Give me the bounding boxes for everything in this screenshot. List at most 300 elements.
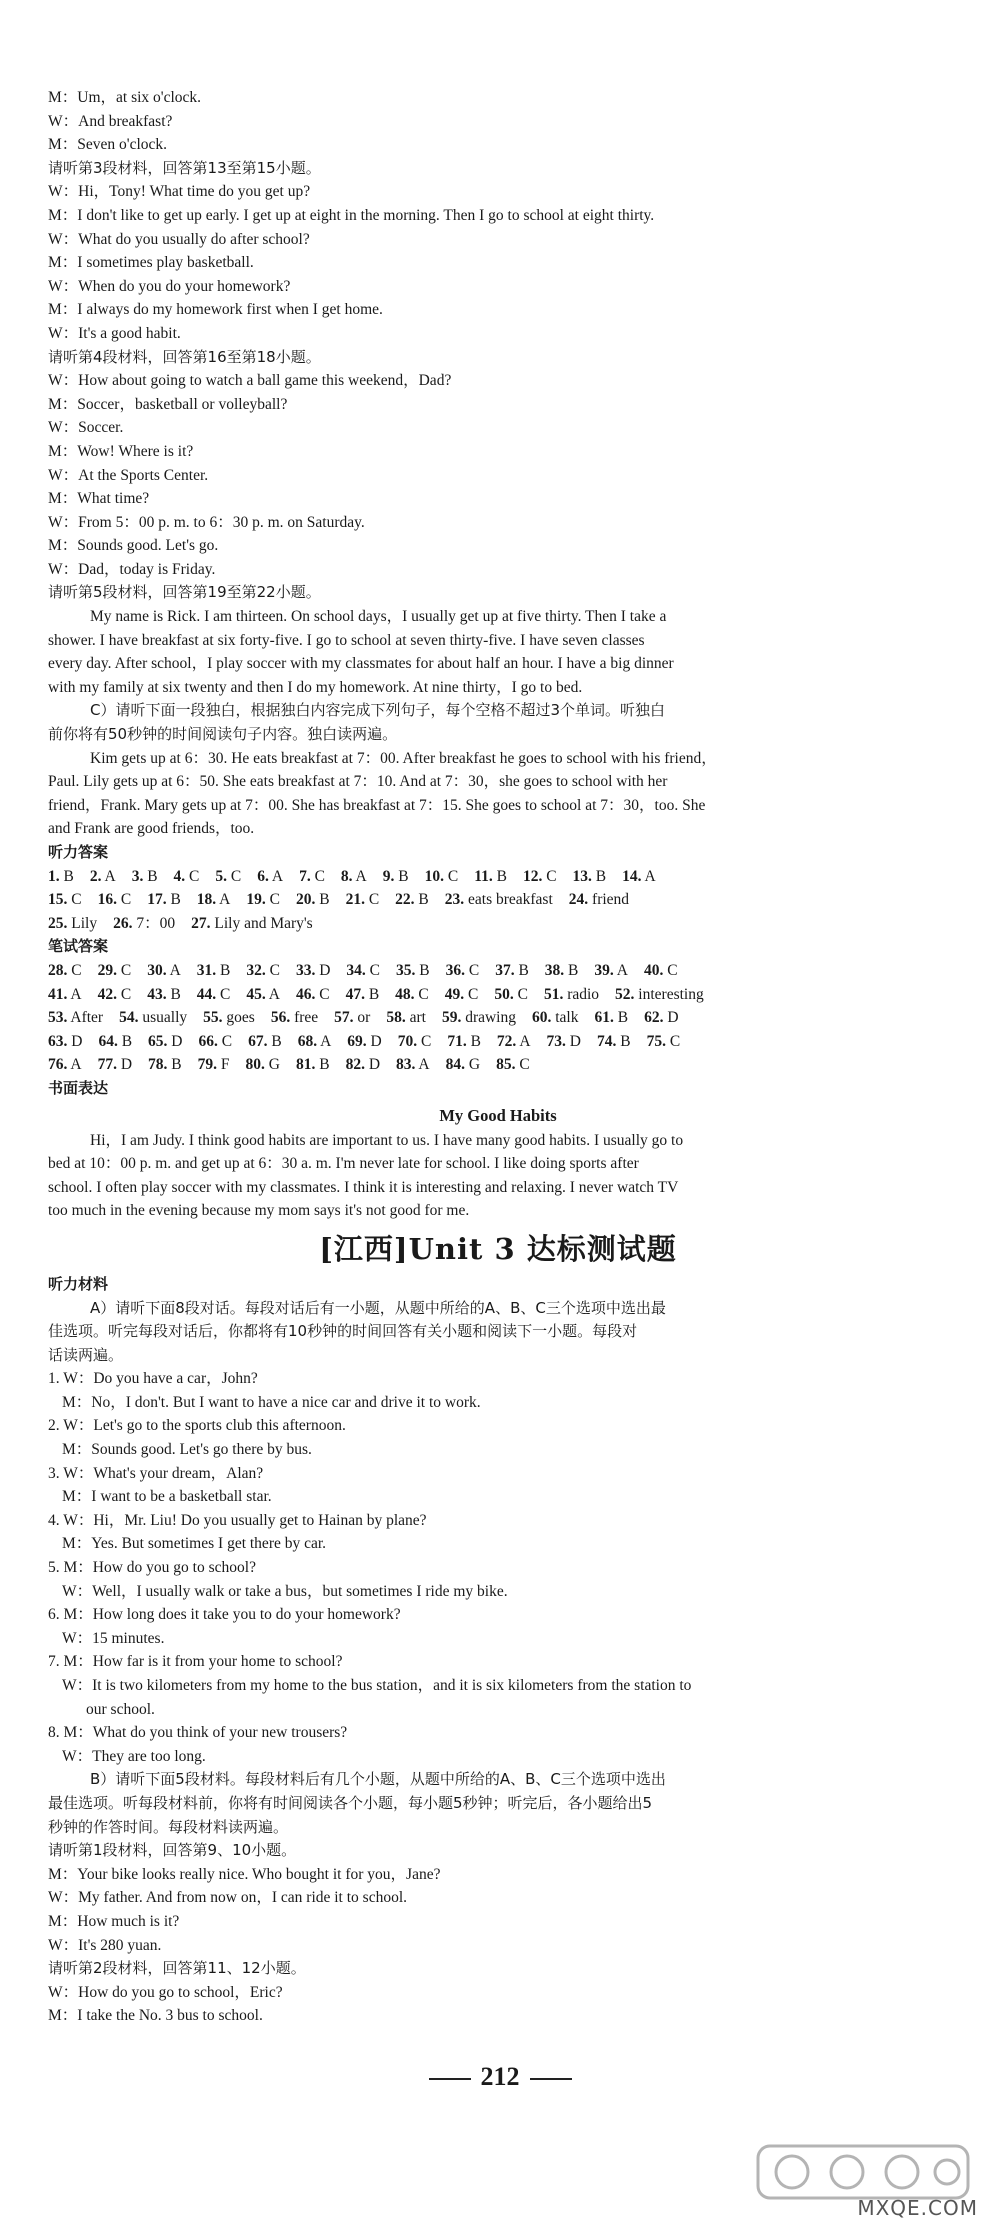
answer-value: C [665,1032,681,1050]
answer-number: 13. [572,867,592,885]
answer-item [147,888,181,912]
answer-item [271,1006,318,1030]
answer-number: 51. [543,985,564,1003]
answer-item [48,888,82,912]
answer-number: 46. [295,985,316,1003]
answer-number: 30. [147,961,167,979]
answer-number: 6. [257,867,269,885]
writing-heading: 书面表达 [48,1078,109,1097]
answer-item [395,983,429,1007]
answer-item [296,888,330,912]
answer-value: free [290,1009,319,1027]
answer-number: 69. [347,1032,367,1050]
answer-number: 84. [445,1056,465,1074]
answer-item [395,888,429,912]
answer-value: B [166,891,181,909]
dialog-line: W：How do you go to school，Eric? [48,1983,283,2001]
answer-value: radio [563,985,600,1003]
answer-item [346,959,380,983]
monologue-line: every day. After school，I play soccer with my classmates for about half an hour. I have a big dinner [48,655,674,673]
dialog-line: M：Wow! Where is it? [48,442,194,460]
dialog-line: M：Your bike looks really nice. Who bought it for you，Jane? [48,1865,441,1883]
answer-value: D [67,1032,83,1050]
passage-line: Kim gets up at 6：30. He eats breakfast at 7：00. After breakfast he goes to school with his friend， [90,749,717,767]
answer-value: A [516,1032,531,1050]
answer-value: A [352,867,367,885]
answer-value: B [117,1032,133,1050]
answer-value: B [591,867,607,885]
answer-item [544,983,599,1007]
dialog-line: W：It's a good habit. [48,324,181,342]
answer-value: A [67,1056,82,1074]
answer-number: 28. [48,961,68,979]
answer-item [341,865,367,889]
answer-value: drawing [461,1009,516,1027]
answer-value: C [185,867,200,885]
answer-item [296,983,330,1007]
answer-number: 8. [340,867,353,885]
answer-item [296,959,330,983]
answer-value: D [315,961,331,979]
instruction-line: A）请听下面8段对话。每段对话后有一小题，从题中所给的A、B、C三个选项中选出最 [90,1298,666,1317]
answer-number: 31. [196,961,217,979]
answer-row [48,888,948,912]
answer-item [299,865,325,889]
answer-item [90,865,116,889]
written-answers-heading: 笔试答案 [48,937,109,956]
answer-number: 44. [196,985,217,1003]
answer-item [48,983,82,1007]
document-page [48,86,948,2028]
answer-value: A [613,961,628,979]
answer-value: B [167,1056,182,1074]
answer-value: C [364,891,380,909]
answer-value: or [353,1009,371,1027]
answer-item [594,959,628,983]
dialog-line: W：What do you usually do after school? [48,230,310,248]
answer-item [594,1006,628,1030]
answer-number: 18. [196,891,217,909]
answer-item [398,1030,432,1054]
answer-value: C [464,961,480,979]
answer-value: B [414,891,429,909]
passage-line: friend，Frank. Mary gets up at 7：00. She has breakfast at 7：15. She goes to school at 7：30，too. She [48,796,706,814]
dialog-line: W：At the Sports Center. [48,466,209,484]
answer-item [396,959,430,983]
passage-line: and Frank are good friends，too. [48,820,255,838]
dialog-line: 6. M：How long does it take you to do your homework? [48,1606,401,1624]
answer-number: 40. [643,961,664,979]
listening-material-heading: 听力材料 [48,1274,109,1293]
answer-value: C [227,867,242,885]
dialog-list [48,1367,948,1768]
answer-number: 10. [424,867,444,885]
answer-item [98,959,132,983]
answer-number: 35. [396,961,416,979]
answer-value: eats breakfast [464,891,553,909]
page-number-dash-right [530,2078,572,2080]
answer-item [215,865,241,889]
dialog-line: 请听第4段材料，回答第16至第18小题。 [48,347,321,366]
answer-value: G [464,1056,481,1074]
answer-item [197,983,231,1007]
answer-number: 25. [48,914,68,932]
answer-item [197,888,231,912]
answer-value: A [415,1056,430,1074]
answer-value: B [415,961,430,979]
instruction-line: 秒钟的作答时间。每段材料读两遍。 [48,1817,289,1836]
dialog-line: M：I don't like to get up early. I get up at eight in the morning. Then I go to school at eight thirty. [48,206,655,224]
answer-item [495,959,529,983]
answer-item [446,959,480,983]
page-number-dash-left [429,2078,471,2080]
answer-item [48,1030,82,1054]
answer-item [347,1030,381,1054]
answer-item [132,865,158,889]
answer-number: 7. [299,867,311,885]
dialog-line: M：Sounds good. Let's go there by bus. [62,1441,312,1459]
dialog-line: M：I sometimes play basketball. [48,254,254,272]
essay-line: too much in the evening because my mom says it's not good for me. [48,1202,470,1220]
dialog-line: 请听第5段材料，回答第19至第22小题。 [48,583,321,602]
answer-item [545,959,579,983]
answer-value: D [366,1032,382,1050]
essay-line: school. I often play soccer with my classmates. I think it is interesting and relaxing. I never watch TV [48,1178,679,1196]
answer-item [494,983,528,1007]
answer-number: 17. [147,891,167,909]
answer-value: F [217,1056,230,1074]
answer-item [246,888,280,912]
dialog-line: M：I take the No. 3 bus to school. [48,2007,263,2025]
answer-number: 70. [397,1032,418,1050]
dialog-line: M：Seven o'clock. [48,136,168,154]
answer-value: B [394,867,409,885]
answer-value: C [116,891,132,909]
dialog-line: 4. W：Hi，Mr. Liu! Do you usually get to Hainan by plane? [48,1511,427,1529]
answer-item [48,912,97,936]
answer-number: 68. [297,1032,318,1050]
answer-number: 61. [594,1009,614,1027]
answer-number: 43. [147,985,167,1003]
answer-row [48,1030,948,1054]
answer-number: 14. [622,867,642,885]
answer-value: C [217,1032,233,1050]
answer-item [523,865,557,889]
answer-item [198,1053,230,1077]
answer-row [48,959,948,983]
answer-value: C [663,961,678,979]
answer-value: A [268,867,284,885]
essay-line: bed at 10：00 p. m. and get up at 6：30 a. m. I'm never late for school. I like doing sports after [48,1155,639,1173]
answer-value: C [464,985,479,1003]
answer-value: A [166,961,181,979]
essay-title: My Good Habits [439,1105,557,1125]
dialog-line: W：When do you do your homework? [48,277,291,295]
answer-number: 5. [215,867,227,885]
answer-number: 34. [346,961,366,979]
answer-value: C [116,961,132,979]
dialog-line: 8. M：What do you think of your new trousers? [48,1724,348,1742]
part-b-instructions [48,1768,948,1839]
answer-item [447,1030,481,1054]
answer-number: 56. [270,1009,291,1027]
answer-item [98,888,132,912]
answer-number: 32. [246,961,266,979]
page-number: 212 [0,2062,1000,2092]
answer-number: 1. [48,867,60,885]
passage-line: Paul. Lily gets up at 6：50. She eats breakfast at 7：10. And at 7：30，she goes to school with her [48,773,668,791]
monologue-line: shower. I have breakfast at six forty-five. I go to school at seven thirty-five. I have seven classes [48,631,645,649]
answer-item [147,959,181,983]
answer-number: 3. [131,867,144,885]
answer-item [248,1030,282,1054]
answer-number: 37. [495,961,515,979]
answer-value: D [167,1032,183,1050]
dialog-line: W：And breakfast? [48,112,173,130]
answer-item [597,1030,631,1054]
answer-item [446,1053,480,1077]
answer-value: C [414,985,429,1003]
dialog-line: W：It's 280 yuan. [48,1936,162,1954]
dialog-line: 请听第1段材料，回答第9、10小题。 [48,1841,297,1860]
answer-value: B [216,961,231,979]
dialog-line: W：Well，I usually walk or take a bus，but sometimes I ride my bike. [62,1582,508,1600]
instruction-line: B）请听下面5段材料。每段材料后有几个小题，从题中所给的A、B、C三个选项中选出 [90,1770,666,1789]
watermark-url: MXQE.COM [857,2196,978,2220]
answer-number: 60. [531,1009,552,1027]
dialog-line: M：Yes. But sometimes I get there by car. [62,1535,327,1553]
answer-item [246,1053,280,1077]
answer-item [48,959,82,983]
dialog-line: 2. W：Let's go to the sports club this afternoon. [48,1417,346,1435]
answer-number: 2. [89,867,102,885]
answer-value: B [364,985,380,1003]
answer-number: 26. [113,914,133,932]
dialog-line: W：From 5：00 p. m. to 6：30 p. m. on Saturday. [48,513,365,531]
part-c-instructions [48,699,948,746]
answer-number: 48. [395,985,415,1003]
answer-number: 52. [615,985,635,1003]
answer-item [346,983,380,1007]
answer-item [396,1053,430,1077]
answer-item [246,959,280,983]
answer-number: 67. [248,1032,268,1050]
answer-item [615,983,704,1007]
answer-item [48,865,74,889]
answer-item [346,1053,380,1077]
answer-value: B [613,1009,629,1027]
answer-value: C [513,985,528,1003]
answer-value: G [264,1056,280,1074]
answer-number: 58. [386,1009,406,1027]
answer-value: D [364,1056,381,1074]
answer-value: Lily [67,914,98,932]
answer-value: A [641,867,656,885]
answer-number: 63. [48,1032,68,1050]
answer-value: D [565,1032,581,1050]
instruction-line: C）请听下面一段独白，根据独白内容完成下列句子，每个空格不超过3个单词。听独白 [90,701,666,720]
answer-value: B [315,891,330,909]
answer-number: 47. [345,985,365,1003]
answer-number: 42. [97,985,117,1003]
dialog-line: 7. M：How far is it from your home to school? [48,1653,343,1671]
answer-number: 83. [396,1056,416,1074]
answer-number: 73. [546,1032,566,1050]
answer-value: C [216,985,231,1003]
answer-item [442,1006,516,1030]
answer-item [445,888,553,912]
answer-item [547,1030,581,1054]
answer-value: D [663,1009,679,1027]
answer-value: C [365,961,381,979]
written-answers [48,959,948,1077]
answer-item [647,1030,681,1054]
answer-item [174,865,200,889]
answer-value: C [542,867,557,885]
answer-value: C [67,961,82,979]
dialog-line: M：Um，at six o'clock. [48,89,202,106]
dialog-line: 请听第3段材料，回答第13至第15小题。 [48,158,321,177]
answer-number: 65. [148,1032,168,1050]
answer-item [497,1030,531,1054]
answer-number: 55. [203,1009,223,1027]
answer-item [246,983,280,1007]
dialog-block-2 [48,1839,948,2028]
answer-item [296,1053,330,1077]
answer-value: B [466,1032,481,1050]
answer-item [98,1053,132,1077]
answer-item [113,912,175,936]
answer-number: 38. [544,961,565,979]
answer-value: usually [138,1009,188,1027]
dialog-block-1 [48,86,948,605]
part-c-text [48,747,948,841]
answer-number: 21. [345,891,365,909]
answer-value: A [101,867,116,885]
answer-item [191,912,313,936]
answer-value: goes [222,1009,255,1027]
answer-number: 22. [395,891,415,909]
answer-value: A [67,985,82,1003]
answer-number: 33. [295,961,316,979]
answer-number: 79. [197,1056,218,1074]
answer-value: C [515,1056,530,1074]
answer-number: 62. [644,1009,664,1027]
part-a-instructions [48,1297,948,1368]
answer-value: A [216,891,231,909]
answer-value: B [492,867,507,885]
answer-number: 36. [445,961,465,979]
answer-number: 57. [334,1009,354,1027]
dialog-line: M：How much is it? [48,1912,180,1930]
answer-number: 82. [345,1056,365,1074]
answer-value: C [310,867,325,885]
dialog-line: M：No，I don't. But I want to have a nice car and drive it to work. [62,1393,481,1411]
answer-row [48,1006,948,1030]
answer-value: After [67,1009,104,1027]
answer-number: 11. [474,867,493,885]
answer-number: 50. [494,985,514,1003]
dialog-line: W：It is two kilometers from my home to the bus station，and it is six kilometers from the station to [62,1677,692,1694]
answer-value: Lily and Mary's [210,914,313,932]
answer-row [48,912,948,936]
answer-item [474,865,507,889]
dialog-line: 5. M：How do you go to school? [48,1559,256,1577]
answer-number: 78. [148,1056,168,1074]
answer-item [197,959,231,983]
answer-item [98,983,132,1007]
answer-row [48,865,948,889]
answer-item [147,983,181,1007]
answer-item [334,1006,370,1030]
answer-item [573,865,607,889]
answer-number: 24. [568,891,589,909]
monologue-paragraph [48,605,948,699]
dialog-line: W：My father. And from now on，I can ride it to school. [48,1889,408,1907]
answer-item [203,1006,255,1030]
answer-value: B [267,1032,282,1050]
answer-number: 15. [48,891,68,909]
answer-value: B [315,1056,330,1074]
answer-row [48,1053,948,1077]
answer-number: 59. [441,1009,462,1027]
answer-item [298,1030,332,1054]
answer-number: 20. [295,891,316,909]
answer-item [425,865,459,889]
answer-number: 27. [191,914,211,932]
answer-value: B [166,985,181,1003]
listening-answers [48,865,948,936]
instruction-line: 话读两遍。 [48,1345,124,1364]
answer-value: C [67,891,82,909]
answer-item [445,983,479,1007]
answer-item [257,865,283,889]
answer-item [644,1006,678,1030]
dialog-line: M：Sounds good. Let's go. [48,537,219,555]
monologue-line: with my family at six twenty and then I do my homework. At nine thirty，I go to bed. [48,678,583,696]
answer-number: 53. [48,1009,68,1027]
dialog-line: W：Soccer. [48,419,124,437]
answer-item [148,1030,182,1054]
answer-value: C [116,985,132,1003]
answer-item [48,1053,82,1077]
dialog-line: W：15 minutes. [62,1629,165,1647]
listening-answers-heading: 听力答案 [48,843,109,861]
answer-number: 80. [245,1056,265,1074]
answer-value: art [405,1009,426,1027]
dialog-line: M：I want to be a basketball star. [62,1488,272,1506]
answer-item [496,1053,530,1077]
answer-item [386,1006,426,1030]
dialog-line: W：How about going to watch a ball game this weekend，Dad? [48,372,452,390]
answer-value: talk [551,1009,579,1027]
dialog-line: W：They are too long. [62,1747,206,1765]
dialog-line: W：Hi，Tony! What time do you get up? [48,183,311,201]
answer-number: 49. [444,985,465,1003]
answer-value: D [116,1056,133,1074]
answer-value: B [59,867,74,885]
answer-number: 76. [48,1056,68,1074]
answer-value: C [417,1032,432,1050]
essay-paragraph [48,1129,948,1223]
answer-number: 19. [246,891,266,909]
answer-number: 77. [97,1056,117,1074]
answer-item [119,1006,187,1030]
answer-number: 16. [97,891,117,909]
answer-number: 45. [246,985,266,1003]
answer-number: 72. [496,1032,517,1050]
answer-item [148,1053,182,1077]
